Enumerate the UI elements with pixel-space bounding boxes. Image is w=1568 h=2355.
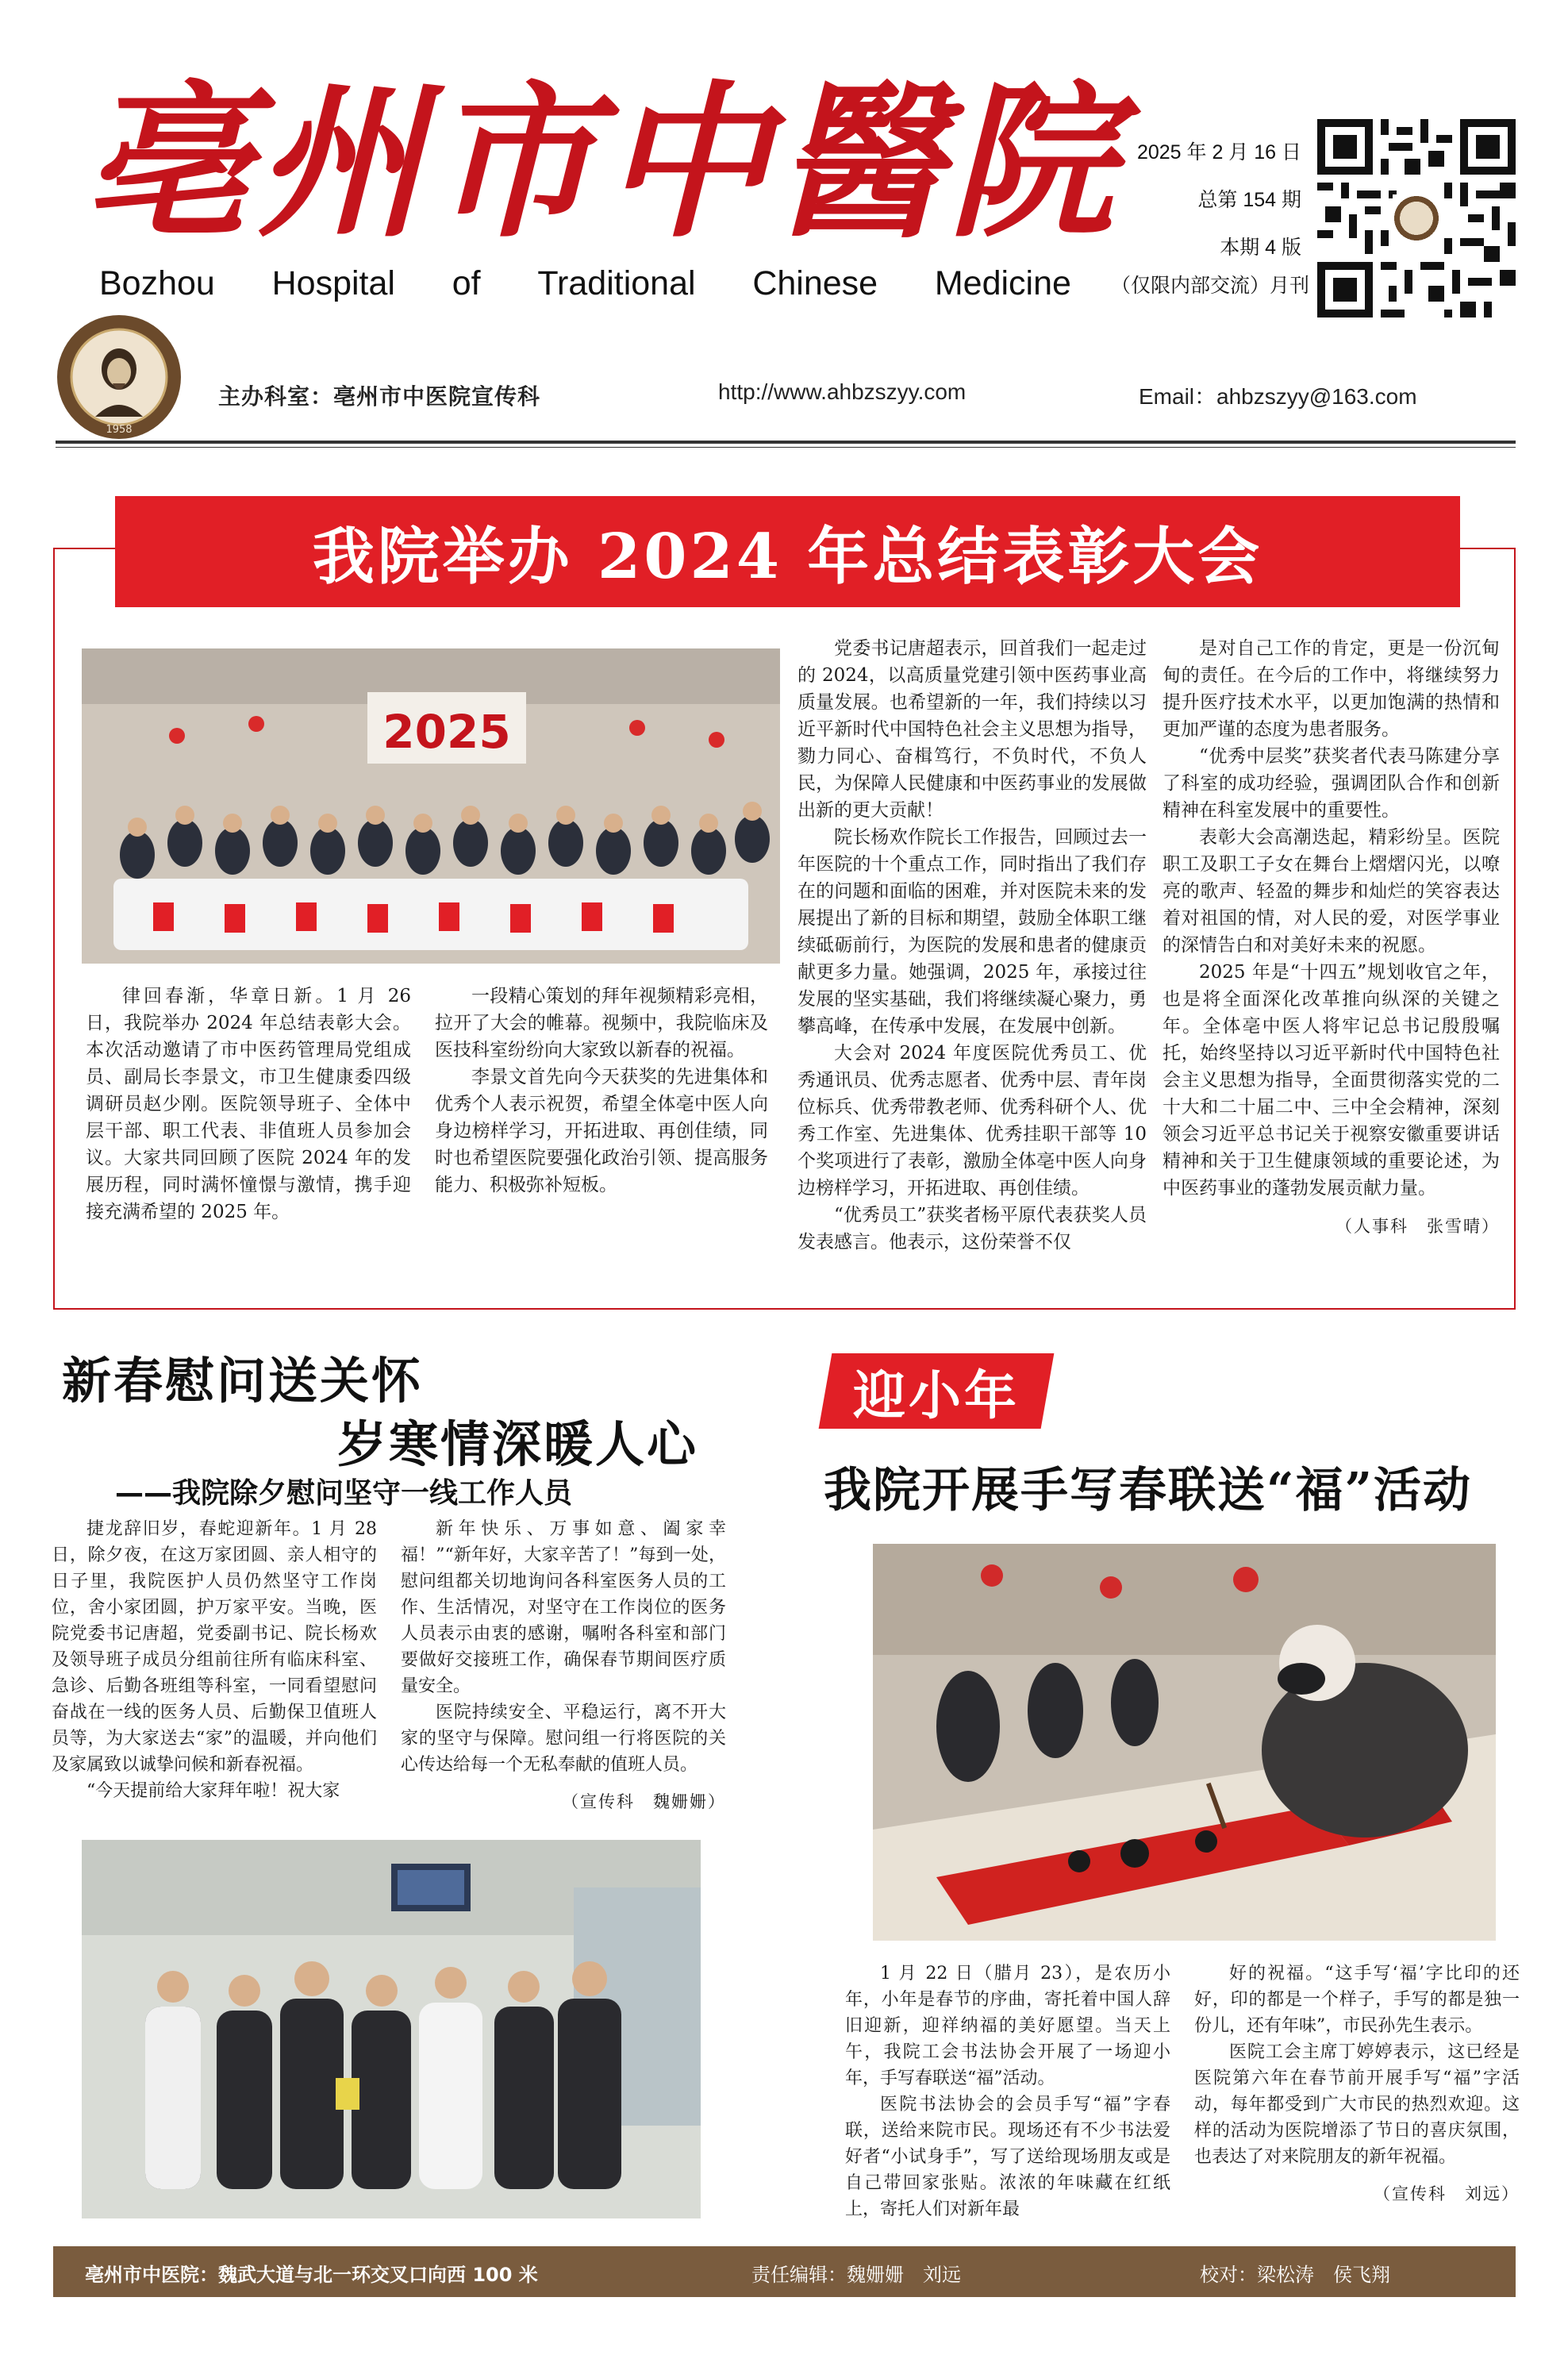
left-headline-line-1: 新春慰问送关怀 [62,1352,424,1410]
lead-paragraph: 律回春渐，华章日新。1 月 26 日，我院举办 2024 年总结表彰大会。本次活动邀请了市中医药管理局党组成员、副局长李景文，市卫生健康委四级调研员赵少刚。医院领导班子、全体中层干部、职工代表、非值班人员参加会议。大家共同回顾了医院 2024 年的发展历程，同时满怀憧憬与激情，携手迎接充满希望的 2025 年。 [86,986,411,1222]
left-column-2 [401,1516,726,1815]
lead-paragraph: 大会对 2024 年度医院优秀员工、优秀通讯员、优秀志愿者、优秀中层、青年岗位标兵、优秀带教老师、优秀科研个人、优秀工作室、先进集体、优秀挂职干部等 10 个奖项进行了表彰，激励全体亳中医人向身边榜样学习，开拓进取、再创佳绩。 [797,1043,1147,1199]
left-paragraph: “今天提前给大家拜年啦！祝大家 [86,1781,340,1801]
lead-paragraph: 2025 年是“十四五”规划收官之年，也是将全面深化改革推向纵深的关键之年。全体亳中医人将牢记总书记殷殷嘱托，始终坚持以习近平新时代中国特色社会主义思想为指导，全面贯彻落实党的二十大和二十届二中、三中全会精神，深刻领会习近平总书记关于视察安徽重要讲话精神和关于卫生健康领域的重要论述，为中医药事业的蓬勃发展贡献力量。 [1163,962,1500,1199]
footer-proofreaders: 校对：梁松涛 侯飞翔 [1200,2264,1390,2286]
english-word: Medicine [934,264,1071,302]
lead-byline: （人事科 张雪晴） [1335,1217,1500,1236]
lead-paragraph: 表彰大会高潮迭起，精彩纷呈。医院职工及职工子女在舞台上熠熠闪光，以嘹亮的歌声、轻盈的舞步和灿烂的笑容表达着对祖国的情，对人民的爱，对医学事业的深情告白和对美好未来的祝愿。 [1163,827,1500,956]
kicker-text: 迎小年 [853,1364,1020,1426]
masthead-title: 亳州市中醫院 [83,64,1122,260]
calligraphy-photo [873,1544,1496,1941]
lead-paragraph: 党委书记唐超表示，回首我们一起走过的 2024，以高质量党建引领中医药事业高质量发展。也希望新的一年，我们持续以习近平新时代中国特色社会主义思想为指导，勠力同心、奋楫笃行，不负时代，不负人民，为保障人民健康和中医药事业的发展做出新的更大贡献！ [797,638,1147,821]
english-word: Chinese [752,264,878,302]
left-headline-line-2: 岁寒情深暖人心 [337,1415,699,1473]
footer-address: 亳州市中医院：魏武大道与北一环交叉口向西 100 米 [85,2264,538,2286]
lead-column-3 [797,635,1147,1256]
hospital-seal-logo [56,314,183,441]
lead-headline: 我院举办 2024 年总结表彰大会 [312,521,1263,593]
lead-paragraph: “优秀中层奖”获奖者代表马陈建分享了科室的成功经验，强调团队合作和创新精神在科室发展中的重要性。 [1163,746,1500,821]
english-word: of [452,264,481,302]
left-paragraph: 新年快乐、万事如意、阖家幸福！”“新年好，大家辛苦了！”每到一处，慰问组都关切地询问各科室医务人员的工作、生活情况，对坚守在工作岗位的医务人员表示由衷的感谢，嘱咐各科室和部门要做好交接班工作，确保春节期间医疗质量安全。 [401,1519,726,1696]
lead-column-1 [86,983,411,1226]
issue-note: （仅限内部交流）月刊 [1111,274,1310,297]
right-paragraph: 医院工会主席丁婷婷表示，这已经是医院第六年在春节前开展手写“福”字活动，每年都受到广大市民的热烈欢迎。这样的活动为医院增添了节日的喜庆氛围，也表达了对来院朋友的新年祝福。 [1194,2042,1520,2167]
right-byline: （宣传科 刘远） [1374,2184,1520,2203]
left-paragraph: 医院持续安全、平稳运行，离不开大家的坚守与保障。慰问组一行将医院的关心传达给每一个无私奉献的值班人员。 [401,1703,726,1775]
email-link[interactable]: Email：ahbzszyy@163.com [1139,384,1417,409]
lead-paragraph: 李景文首先向今天获奖的先进集体和优秀个人表示祝贺，希望全体亳中医人向身边榜样学习，开拓进取、再创佳绩，同时也希望医院要强化政治引领、提高服务能力、积极弥补短板。 [435,1067,768,1195]
visit-group-photo [82,1840,701,2218]
svg-text:1958: 1958 [106,424,133,436]
issue-info [1119,129,1301,271]
right-paragraph: 医院书法协会的会员手写“福”字春联，送给来院市民。现场还有不少书法爱好者“小试身手”，写了送给现场朋友或是自己带回家张贴。浓浓的年味藏在红纸上，寄托人们对新年最 [845,2095,1170,2219]
lead-paragraph: 一段精心策划的拜年视频精彩亮相，拉开了大会的帷幕。视频中，我院临床及医技科室纷纷向大家致以新春的祝福。 [435,986,768,1060]
english-word: Traditional [537,264,696,302]
left-paragraph: 捷龙辞旧岁，春蛇迎新年。1 月 28 日，除夕夜，在这万家团圆、亲人相守的日子里，我院医护人员仍然坚守工作岗位，舍小家团圆，护万家平安。当晚，医院党委书记唐超，党委副书记、院长杨欢及领导班子成员分组前往所有临床科室、急诊、后勤各班组等科室，一同看望慰问奋战在一线的医务人员、后勤保卫值班人员等，为大家送去“家”的温暖，并向他们及家属致以诚挚问候和新春祝福。 [52,1519,377,1775]
english-word: Bozhou [99,264,215,302]
lead-paragraph: 是对自己工作的肯定，更是一份沉甸甸的责任。在今后的工作中，将继续努力提升医疗技术水平，以更加饱满的热情和更加严谨的态度为患者服务。 [1163,638,1500,740]
right-headline: 我院开展手写春联送“福”活动 [824,1463,1473,1518]
website-link[interactable]: http://www.ahbzszyy.com [718,379,967,404]
lead-paragraph: “优秀员工”获奖者杨平原代表获奖人员发表感言。他表示，这份荣誉不仅 [797,1205,1147,1253]
lead-headline-banner [115,496,1460,607]
group-photo [82,648,780,964]
kicker-label [819,1353,1055,1429]
qr-code-icon [1317,119,1516,317]
right-paragraph: 1 月 22 日（腊月 23），是农历小年，小年是春节的序曲，寄托着中国人辞旧迎新，迎祥纳福的美好愿望。当天上午，我院工会书法协会开展了一场迎小年，手写春联送“福”活动。 [845,1964,1170,2088]
right-column-1 [845,1961,1170,2222]
host-office: 主办科室：亳州市中医院宣传科 [218,383,541,410]
right-column-2 [1194,1961,1520,2207]
lead-column-2 [435,983,768,1199]
left-subheadline: ——我院除夕慰问坚守一线工作人员 [115,1477,573,1510]
masthead-divider-thin [56,447,1516,448]
issue-date: 2025 年 2 月 16 日 [1136,141,1301,164]
left-byline: （宣传科 魏姗姗） [562,1792,726,1811]
issue-page-count: 本期 4 版 [1220,237,1301,259]
footer-editors: 责任编辑：魏姗姗 刘远 [751,2264,961,2286]
issue-total-number: 总第 154 期 [1197,189,1301,211]
svg-text:2025: 2025 [382,705,511,759]
left-column-1 [52,1516,377,1804]
lead-column-4 [1163,635,1500,1240]
english-word: Hospital [271,264,395,302]
lead-paragraph: 院长杨欢作院长工作报告，回顾过去一年医院的十个重点工作，同时指出了我们存在的问题和面临的困难，并对医院未来的发展提出了新的目标和期望，鼓励全体职工继续砥砺前行，为医院的发展和患者的健康贡献更多力量。她强调，2025 年，承接过往发展的坚实基础，我们将继续凝心聚力，勇攀高峰，在传承中发展，在发展中创新。 [797,827,1147,1037]
footer-bar [53,2246,1516,2297]
masthead-divider [56,441,1516,444]
right-paragraph: 好的祝福。“这手写‘福’字比印的还好，印的都是一个样子，手写的都是独一份儿，还有年味”，市民孙先生表示。 [1194,1964,1520,2036]
masthead-english-name [99,262,1071,306]
